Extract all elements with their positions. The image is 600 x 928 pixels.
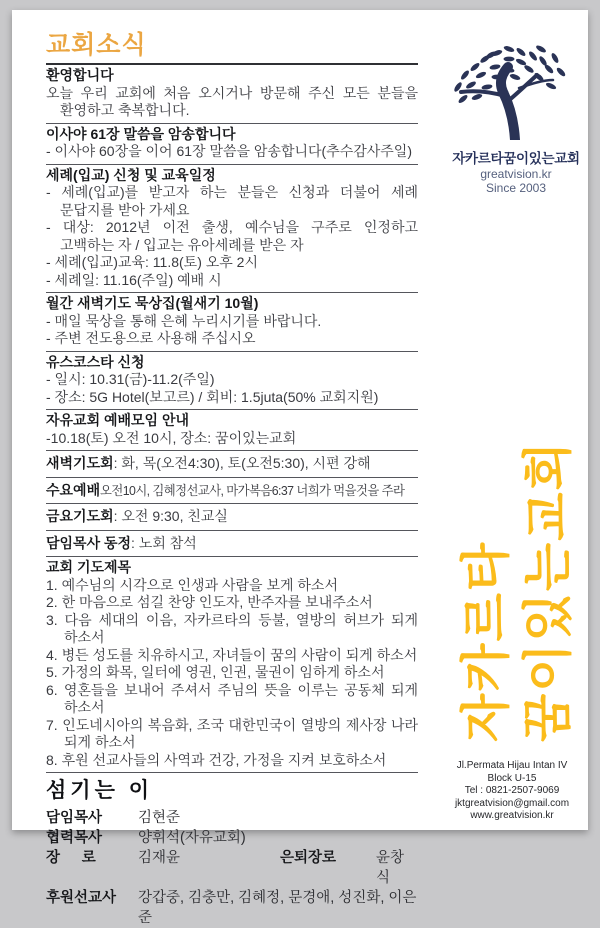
church-website: greatvision.kr xyxy=(480,167,552,181)
row-text: : 화, 목(오전4:30), 토(오전5:30), 시편 강해 xyxy=(113,455,371,471)
section-line: - 일시: 10.31(금)-11.2(주일) xyxy=(46,371,215,387)
row-label: 담임목사 동정 xyxy=(46,534,132,551)
news-block xyxy=(46,451,418,478)
section-line: - 대상: 2012년 이전 출생, 예수님을 구주로 인정하고 고백하는 자 / 입교는 유아세례를 받은 자 xyxy=(46,219,418,253)
address-line: jktgreatvision@gmail.com xyxy=(454,797,570,809)
section-heading: 이사야 61장 말씀을 암송합니다 xyxy=(46,125,236,142)
row-label: 수요예배 xyxy=(46,481,101,498)
section-heading: 월간 새벽기도 묵상집(월새기 10월) xyxy=(46,295,259,311)
news-block xyxy=(46,352,418,411)
staff-row xyxy=(46,848,418,888)
church-address xyxy=(432,760,592,823)
bulletin-page xyxy=(12,10,588,926)
staff-row xyxy=(46,828,418,848)
news-block xyxy=(46,478,418,505)
section-line: 오늘 우리 교회에 처음 오시거나 방문해 주신 모든 분들을 환영하고 축복합니다. xyxy=(46,84,418,118)
prayer-item: 5. 가정의 화목, 일터에 영권, 인권, 물권이 임하게 하소서 xyxy=(46,664,385,680)
church-since: Since 2003 xyxy=(485,181,547,195)
news-block xyxy=(46,410,418,451)
address-line: Jl.Permata Hijau Intan IV xyxy=(456,760,568,771)
staff-role: 은퇴장로 xyxy=(280,850,337,866)
row-text: : 노회 참석 xyxy=(131,534,197,551)
tree-logo-icon xyxy=(451,44,581,140)
prayer-item: 8. 후원 선교사들의 사역과 건강, 가정을 지켜 보호하소서 xyxy=(46,751,387,768)
news-block xyxy=(46,124,418,165)
section-heading: 세례(입교) 신청 및 교육일정 xyxy=(46,166,216,183)
row-text: : 오전 9:30, 친교실 xyxy=(113,508,228,524)
staff-name: 김재윤 xyxy=(138,850,181,866)
staff-name: 양휘석(자유교회) xyxy=(138,830,246,846)
staff-row xyxy=(46,808,418,828)
news-block xyxy=(46,504,418,531)
staff-role: 후원선교사 xyxy=(46,890,117,906)
vertical-line-2: 꿈이있는교회 xyxy=(520,440,576,742)
prayer-item: 4. 병든 성도를 치유하시고, 자녀들이 꿈의 사람이 되게 하소서 xyxy=(46,646,418,663)
staff-row xyxy=(46,888,418,928)
address-line: Block U-15 xyxy=(487,772,537,784)
row-label: 금요기도회 xyxy=(46,508,114,524)
section-line: - 매일 묵상을 통해 은혜 누리시기를 바랍니다. xyxy=(46,312,322,329)
row-label: 새벽기도회 xyxy=(46,455,114,471)
section-line: - 주변 전도용으로 사용해 주십시오 xyxy=(46,330,256,346)
section-heading: 환영합니다 xyxy=(46,67,114,83)
news-block xyxy=(46,557,418,773)
page-title: 교회소식 xyxy=(46,30,418,65)
prayer-item: 3. 다음 세대의 이음, 자카르타의 등불, 열방의 허브가 되게 하소서 xyxy=(46,611,418,645)
staff-name: 김현준 xyxy=(138,810,181,826)
staff-role: 담임목사 xyxy=(46,810,103,826)
prayer-item: 7. 인도네시아의 복음화, 조국 대한민국이 열방의 제사장 나라 되게 하소서 xyxy=(46,716,418,750)
section-heading: 자유교회 예배모임 안내 xyxy=(46,412,190,428)
news-block xyxy=(46,165,418,294)
staff-role: 장 로 xyxy=(46,850,96,866)
news-blocks xyxy=(46,65,418,773)
vertical-church-name xyxy=(455,414,579,742)
section-heading: 교회 기도제목 xyxy=(46,559,132,575)
section-line: - 장소: 5G Hotel(보고르) / 회비: 1.5juta(50% 교회지원) xyxy=(46,388,379,405)
staff-heading: 섬기는 이 xyxy=(46,779,153,802)
section-heading: 유스코스타 신청 xyxy=(46,353,145,370)
church-name: 자카르타꿈이있는교회 xyxy=(452,151,580,166)
staff-roster xyxy=(46,808,418,928)
news-block xyxy=(46,531,418,558)
staff-name: 강갑중, 김충만, 김혜정, 문경애, 성진화, 이은준 xyxy=(138,890,417,926)
section-line: - 세례(입교)교육: 11.8(토) 오후 2시 xyxy=(46,254,258,270)
news-column xyxy=(46,30,418,928)
church-logo xyxy=(440,44,592,195)
section-line: -10.18(토) 오전 10시, 장소: 꿈이있는교회 xyxy=(46,429,297,446)
section-line: - 이사야 60장을 이어 61장 말씀을 암송합니다(추수감사주일) xyxy=(46,143,412,159)
staff-section xyxy=(46,778,418,928)
staff-role: 협력목사 xyxy=(46,830,103,846)
section-line: - 세례일: 11.16(주일) 예배 시 xyxy=(46,271,222,288)
row-text: 오전10시, 김혜정선교사, 마가복음6:37 너희가 먹을것을 주라 xyxy=(100,482,405,498)
address-line: www.greatvision.kr xyxy=(470,810,554,821)
section-line: - 세례(입교)를 받고자 하는 분들은 신청과 더불어 세례 문답지를 받아 가세요 xyxy=(46,184,418,218)
staff-name: 윤창식 xyxy=(376,850,405,886)
address-line: Tel : 0821-2507-9069 xyxy=(464,785,560,796)
prayer-item: 1. 예수님의 시각으로 인생과 사람을 보게 하소서 xyxy=(46,576,338,593)
news-block xyxy=(46,65,418,124)
news-block xyxy=(46,293,418,352)
vertical-line-1: 자카르타 xyxy=(458,540,514,742)
prayer-item: 2. 한 마음으로 섬길 찬양 인도자, 반주자를 보내주소서 xyxy=(46,594,373,610)
prayer-item: 6. 영혼들을 보내어 주셔서 주님의 뜻을 이루는 공동체 되게 하소서 xyxy=(46,681,418,715)
